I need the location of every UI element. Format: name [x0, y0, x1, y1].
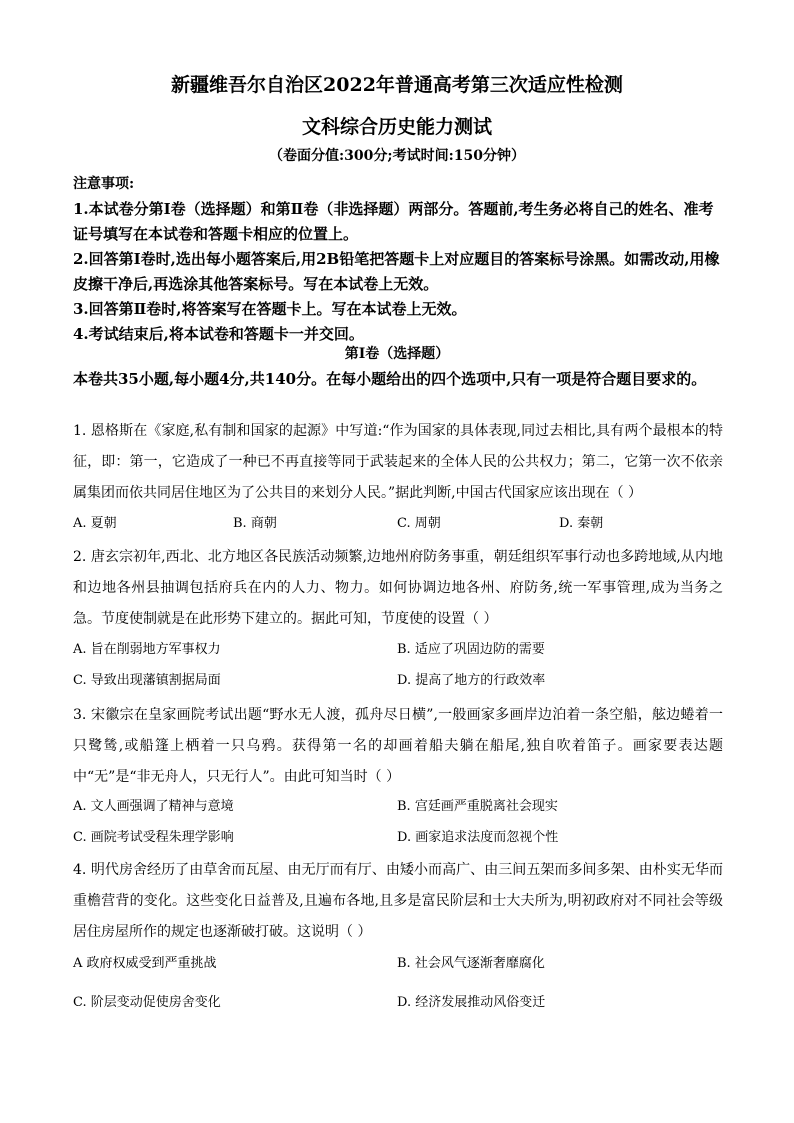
option-a[interactable]: A. 旨在削弱地方军事权力: [73, 642, 221, 657]
section-description: 本卷共35小题,每小题4分,共140分。在每小题给出的四个选项中,只有一项是符合题目要求的。: [73, 370, 707, 388]
option-d[interactable]: D. 画家追求法度而忽视个性: [397, 830, 559, 845]
section-title: 第Ⅰ卷（选择题）: [344, 346, 450, 362]
notice-item: 3.回答第Ⅱ卷时,将答案写在答题卡上。写在本试卷上无效。: [73, 300, 467, 318]
question-stem: 2. 唐玄宗初年,西北、北方地区各民族活动频繁,边地州府防务事重，朝廷组织军事行动也多跨地域,从内地和边地各州县抽调包括府兵在内的人力、物力。如何协调边地各州、府防务,统一军事管理,成为当务之急。节度使制就是在此形势下建立的。据此可知，节度使的设置（ ）: [73, 549, 723, 627]
option-b[interactable]: B. 适应了巩固边防的需要: [397, 642, 545, 657]
notice-item: 4.考试结束后,将本试卷和答题卡一并交回。: [73, 325, 364, 343]
notice-item: 2.回答第Ⅰ卷时,选出每小题答案后,用2B铅笔把答题卡上对应题目的答案标号涂黑。如需改动,用橡皮擦干净后,再选涂其他答案标号。写在本试卷上无效。: [73, 250, 720, 293]
notice-item: 1.本试卷分第Ⅰ卷（选择题）和第Ⅱ卷（非选择题）两部分。答题前,考生务必将自己的姓名、准考证号填写在本试卷和答题卡相应的位置上。: [73, 200, 714, 243]
option-b[interactable]: B. 宫廷画严重脱离社会现实: [397, 799, 558, 814]
exam-title: 新疆维吾尔自治区2022年普通高考第三次适应性检测: [171, 74, 623, 96]
option-a[interactable]: A. 夏朝: [73, 516, 117, 531]
notice-heading: 注意事项:: [73, 176, 135, 192]
question-1-options: [73, 513, 723, 535]
notice-block: [73, 172, 723, 347]
option-b[interactable]: B. 商朝: [233, 516, 277, 531]
option-d[interactable]: D. 提高了地方的行政效率: [397, 673, 546, 688]
question-4: [73, 855, 723, 948]
option-a[interactable]: A. 文人画强调了精神与意境: [73, 799, 234, 814]
question-stem: 3. 宋徽宗在皇家画院考试出题“野水无人渡，孤舟尽日横”,一般画家多画岸边泊着一条空船，舷边蜷着一只鹭鸶,或船篷上栖着一只乌鸦。获得第一名的却画着船夫躺在船尾,独自吹着笛子。画家要表达题中“无”是“非无舟人，只无行人”。由此可知当时（ ）: [73, 707, 723, 785]
option-c[interactable]: C. 周朝: [397, 516, 441, 531]
option-a[interactable]: A 政府权威受到严重挑战: [73, 956, 217, 971]
question-stem: 4. 明代房舍经历了由草舍而瓦屋、由无厅而有厅、由矮小而高广、由三间五架而多间多架、由朴实无华而重檐营背的变化。这些变化日益普及,且遍布各地,且多是富民阶层和士大夫所为,明初政府对不同社会等级居住房屋所作的规定也逐渐破打破。这说明（ ）: [73, 862, 723, 940]
question-3: [73, 700, 723, 793]
option-c[interactable]: C. 阶层变动促使房舍变化: [73, 995, 221, 1010]
option-d[interactable]: D. 经济发展推动风俗变迁: [397, 995, 546, 1010]
option-b[interactable]: B. 社会风气逐渐奢靡腐化: [397, 956, 545, 971]
option-d[interactable]: D. 秦朝: [559, 516, 604, 531]
exam-score-time: （卷面分值:300分;考试时间:150分钟）: [269, 148, 525, 164]
exam-subject-title: 文科综合历史能力测试: [301, 116, 492, 138]
option-c[interactable]: C. 导致出现藩镇割据局面: [73, 673, 221, 688]
question-2: [73, 542, 723, 635]
option-c[interactable]: C. 画院考试受程朱理学影响: [73, 830, 234, 845]
question-stem: 1. 恩格斯在《家庭,私有制和国家的起源》中写道:“作为国家的具体表现,同过去相比,具有两个最根本的特征，即：第一，它造成了一种已不再直接等同于武装起来的全体人民的公共权力；第二，它第一次不依亲属集团而依共同居住地区为了公共目的来划分人民。”据此判断,中国古代国家应该出现在（ ）: [73, 423, 723, 501]
question-1: [73, 416, 723, 509]
